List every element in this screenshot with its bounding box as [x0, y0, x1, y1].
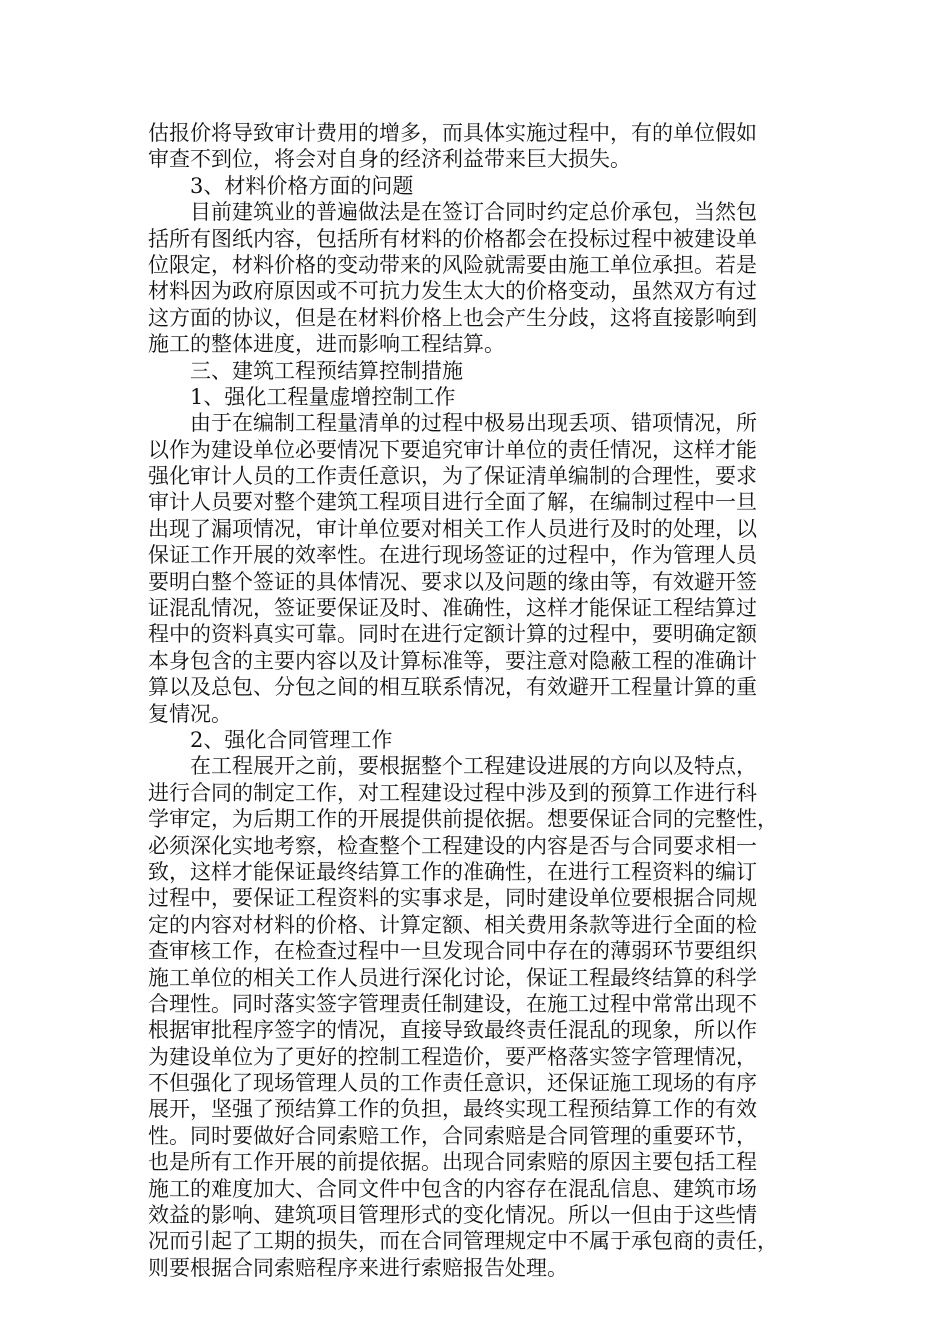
text-line: 学审定，为后期工作的开展提供前提依据。想要保证合同的完整性， [148, 807, 778, 832]
text-line: 强化审计人员的工作责任意识，为了保证清单编制的合理性，要求 [148, 464, 757, 489]
text-line: 根据审批程序签字的情况，直接导致最终责任混乱的现象，所以作 [148, 1018, 757, 1043]
text-line: 2、强化合同管理工作 [190, 727, 393, 752]
text-line: 展开，坚强了预结算工作的负担，最终实现工程预结算工作的有效 [148, 1097, 757, 1122]
text-line: 审查不到位，将会对自身的经济利益带来巨大损失。 [148, 147, 631, 172]
text-line: 在工程展开之前，要根据整个工程建设进展的方向以及特点， [190, 754, 757, 779]
text-line: 保证工作开展的效率性。在进行现场签证的过程中，作为管理人员 [148, 543, 757, 568]
text-line: 程中的资料真实可靠。同时在进行定额计算的过程中，要明确定额 [148, 622, 757, 647]
text-line: 况而引起了工期的损失，而在合同管理规定中不属于承包商的责任， [148, 1229, 778, 1254]
text-line: 为建设单位为了更好的控制工程造价，要严格落实签字管理情况， [148, 1044, 757, 1069]
text-line: 本身包含的主要内容以及计算标准等，要注意对隐蔽工程的准确计 [148, 648, 757, 673]
text-line: 括所有图纸内容，包括所有材料的价格都会在投标过程中被建设单 [148, 226, 757, 251]
text-line: 估报价将导致审计费用的增多，而具体实施过程中，有的单位假如 [148, 121, 757, 145]
text-line: 合理性。同时落实签字管理责任制建设，在施工过程中常常出现不 [148, 991, 757, 1016]
text-line: 证混乱情况，签证要保证及时、准确性，这样才能保证工程结算过 [148, 596, 757, 621]
text-line: 不但强化了现场管理人员的工作责任意识，还保证施工现场的有序 [148, 1071, 757, 1096]
text-line: 效益的影响、建筑项目管理形式的变化情况。所以一但由于这些情 [148, 1203, 757, 1228]
text-line: 出现了漏项情况，审计单位要对相关工作人员进行及时的处理，以 [148, 516, 757, 541]
text-line: 必须深化实地考察，检查整个工程建设的内容是否与合同要求相一 [148, 833, 757, 858]
text-line: 施工单位的相关工作人员进行深化讨论，保证工程最终结算的科学 [148, 965, 757, 990]
text-line: 目前建筑业的普遍做法是在签订合同时约定总价承包，当然包 [190, 200, 757, 225]
text-line: 这方面的协议，但是在材料价格上也会产生分歧，这将直接影响到 [148, 305, 757, 330]
text-line: 则要根据合同索赔程序来进行索赔报告处理。 [148, 1255, 568, 1280]
text-line: 审计人员要对整个建筑工程项目进行全面了解，在编制过程中一旦 [148, 490, 757, 515]
document-body [148, 120, 808, 1281]
text-line: 也是所有工作开展的前提依据。出现合同索赔的原因主要包括工程 [148, 1150, 757, 1175]
text-line: 位限定，材料价格的变动带来的风险就需要由施工单位承担。若是 [148, 252, 757, 277]
text-line: 定的内容对材料的价格、计算定额、相关费用条款等进行全面的检 [148, 912, 757, 937]
text-line: 材料因为政府原因或不可抗力发生太大的价格变动，虽然双方有过 [148, 279, 757, 304]
text-line: 过程中，要保证工程资料的实事求是，同时建设单位要根据合同规 [148, 886, 757, 911]
text-line: 3、材料价格方面的问题 [190, 173, 414, 198]
text-line: 施工的整体进度，进而影响工程结算。 [148, 332, 505, 357]
text-line: 进行合同的制定工作，对工程建设过程中涉及到的预算工作进行科 [148, 780, 757, 805]
text-line: 算以及总包、分包之间的相互联系情况，有效避开工程量计算的重 [148, 675, 757, 700]
text-line: 查审核工作，在检查过程中一旦发现合同中存在的薄弱环节要组织 [148, 939, 757, 964]
text-line: 致，这样才能保证最终结算工作的准确性，在进行工程资料的编订 [148, 859, 757, 884]
text-line: 由于在编制工程量清单的过程中极易出现丢项、错项情况，所 [190, 411, 757, 436]
text-line: 要明白整个签证的具体情况、要求以及问题的缘由等，有效避开签 [148, 569, 757, 594]
text-line: 施工的难度加大、合同文件中包含的内容存在混乱信息、建筑市场 [148, 1176, 757, 1201]
text-line: 性。同时要做好合同索赔工作，合同索赔是合同管理的重要环节， [148, 1123, 757, 1148]
text-line: 1、强化工程量虚增控制工作 [190, 384, 456, 409]
text-line: 三、建筑工程预结算控制措施 [190, 358, 463, 383]
text-line: 以作为建设单位必要情况下要追究审计单位的责任情况，这样才能 [148, 437, 757, 462]
text-line: 复情况。 [148, 701, 232, 726]
